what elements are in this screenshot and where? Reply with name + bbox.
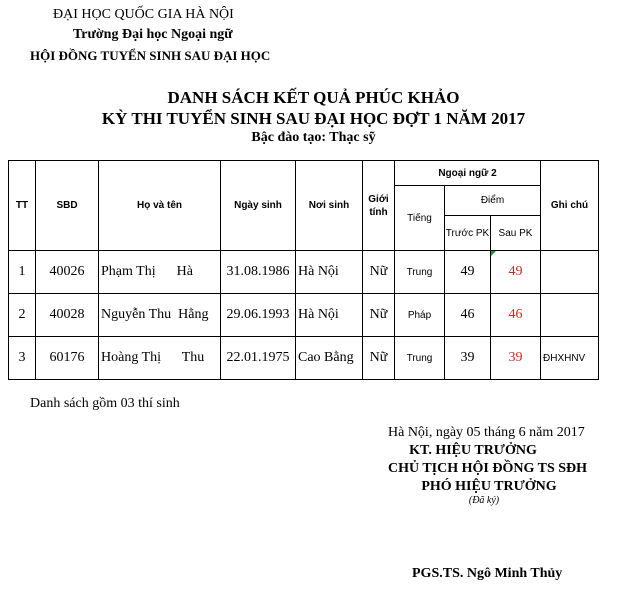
signature-title-2: CHỦ TỊCH HỘI ĐỒNG TS SĐH	[387, 461, 588, 476]
table-row	[9, 251, 599, 294]
row-birthplace: Hà Nội	[296, 294, 363, 337]
row-name: Phạm Thị Hà	[99, 251, 221, 294]
row-dob: 29.06.1993	[221, 294, 296, 337]
signed-note: (Đã ký)	[468, 495, 500, 506]
header-score: Điểm	[445, 186, 541, 216]
header-tt: TT	[9, 161, 36, 251]
row-birthplace: Hà Nội	[296, 251, 363, 294]
row-name: Nguyễn Thu Hằng	[99, 294, 221, 337]
row-gender: Nữ	[363, 294, 395, 337]
row-sbd: 40028	[36, 294, 99, 337]
header-note: Ghi chú	[541, 161, 599, 251]
org-school: Trường Đại học Ngoại ngữ	[73, 27, 233, 42]
org-council: HỘI ĐỒNG TUYỂN SINH SAU ĐẠI HỌC	[30, 48, 271, 63]
header-language: Tiếng	[395, 186, 445, 251]
header-birthplace: Nơi sinh	[296, 161, 363, 251]
results-table	[8, 160, 599, 380]
header-gender: Giới tính	[363, 161, 395, 251]
row-score-after: 49	[491, 251, 541, 294]
row-tt: 3	[9, 337, 36, 380]
row-score-before: 39	[445, 337, 491, 380]
training-level: Bậc đào tạo: Thạc sỹ	[251, 130, 376, 145]
header-dob: Ngày sinh	[221, 161, 296, 251]
header-score-after: Sau PK	[491, 216, 541, 251]
header-foreign-language: Ngoại ngữ 2	[395, 161, 541, 186]
row-name: Hoàng Thị Thu	[99, 337, 221, 380]
row-note: ĐHXHNV	[541, 337, 599, 380]
row-birthplace: Cao Bằng	[296, 337, 363, 380]
row-gender: Nữ	[363, 337, 395, 380]
header-sbd: SBD	[36, 161, 99, 251]
row-score-before: 46	[445, 294, 491, 337]
document-subtitle: KỲ THI TUYỂN SINH SAU ĐẠI HỌC ĐỢT 1 NĂM 2017	[101, 109, 526, 128]
row-sbd: 40026	[36, 251, 99, 294]
row-language: Pháp	[395, 294, 445, 337]
row-note	[541, 251, 599, 294]
row-score-before: 49	[445, 251, 491, 294]
row-tt: 2	[9, 294, 36, 337]
org-university: ĐẠI HỌC QUỐC GIA HÀ NỘI	[53, 7, 234, 22]
signature-title-1: KT. HIỆU TRƯỞNG	[409, 443, 537, 458]
row-language: Trung	[395, 251, 445, 294]
row-note	[541, 294, 599, 337]
row-score-after: 39	[491, 337, 541, 380]
row-dob: 31.08.1986	[221, 251, 296, 294]
header-score-before: Trước PK	[445, 216, 491, 251]
row-dob: 22.01.1975	[221, 337, 296, 380]
row-score-after: 46	[491, 294, 541, 337]
signature-title-3: PHÓ HIỆU TRƯỞNG	[421, 479, 557, 494]
table-row	[9, 294, 599, 337]
row-sbd: 60176	[36, 337, 99, 380]
signer-name: PGS.TS. Ngô Minh Thủy	[412, 566, 563, 581]
candidate-count: Danh sách gồm 03 thí sinh	[30, 396, 180, 411]
document-title: DANH SÁCH KẾT QUẢ PHÚC KHẢO	[167, 88, 460, 107]
issue-date: Hà Nội, ngày 05 tháng 6 năm 2017	[388, 425, 585, 440]
header-name: Họ và tên	[99, 161, 221, 251]
row-gender: Nữ	[363, 251, 395, 294]
row-language: Trung	[395, 337, 445, 380]
row-tt: 1	[9, 251, 36, 294]
table-row	[9, 337, 599, 380]
